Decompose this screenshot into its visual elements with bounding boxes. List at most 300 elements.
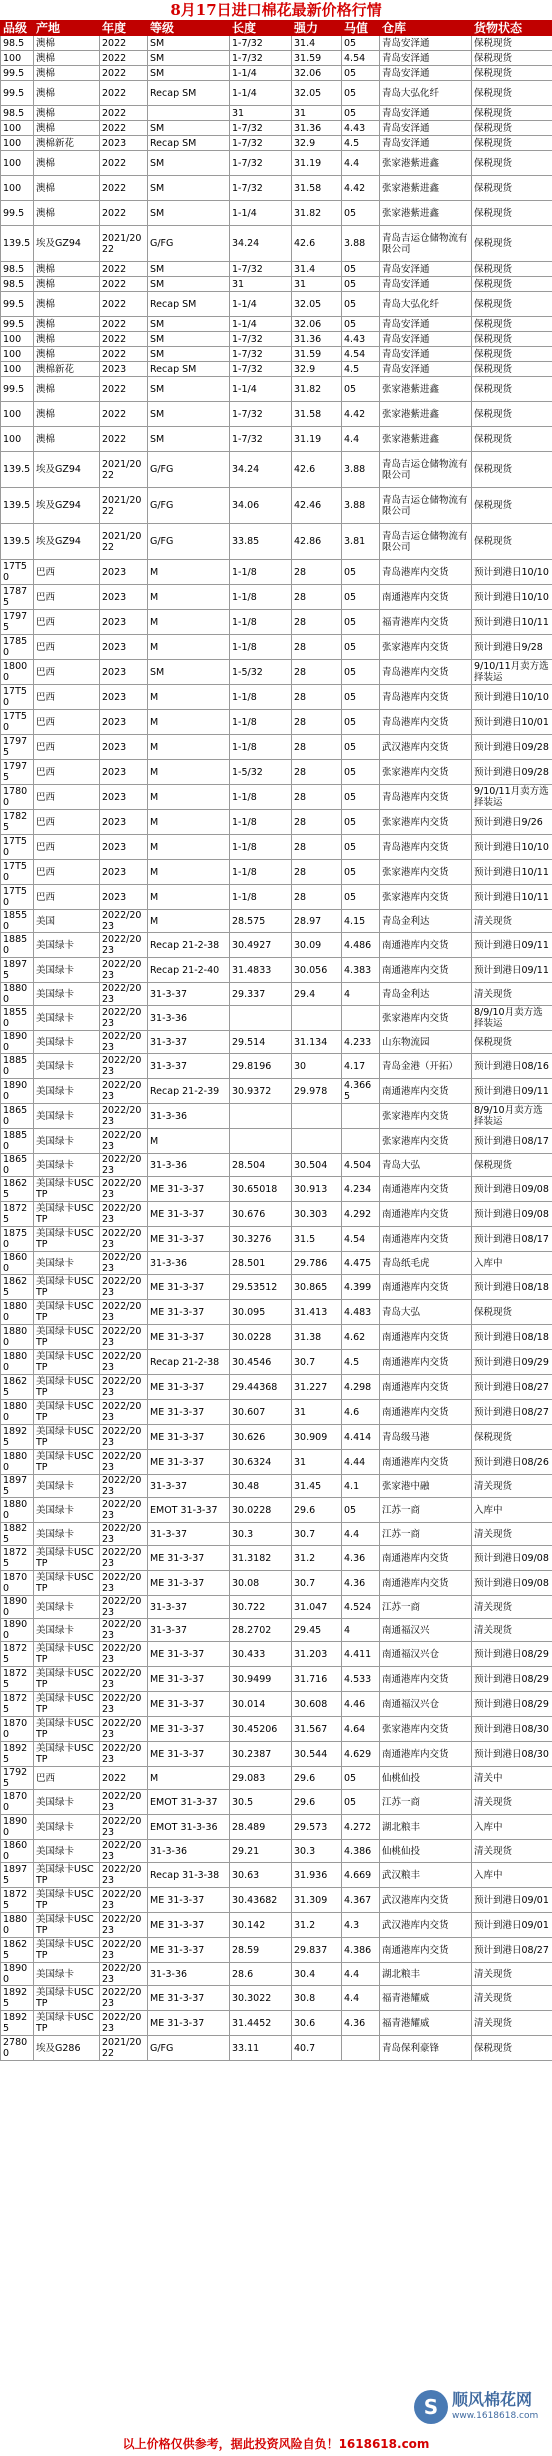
cell-length: 33.85: [230, 524, 292, 560]
cell-level: G/FG: [148, 452, 230, 488]
cell-warehouse: 江苏一商: [380, 1523, 472, 1546]
cell-grade: 100: [1, 362, 34, 377]
cell-length: 34.24: [230, 226, 292, 262]
cell-status: 预计到港日10/10: [472, 685, 552, 710]
cell-length: 1-1/8: [230, 585, 292, 610]
table-row: [1, 933, 552, 958]
table-row: [1, 66, 552, 81]
cell-status: 保税现货: [472, 1300, 552, 1325]
cell-origin: 美国绿卡USCTP: [34, 1642, 100, 1667]
table-row: [1, 1938, 552, 1963]
cell-warehouse: 湖北粮丰: [380, 1815, 472, 1840]
cell-strength: 31.36: [292, 121, 342, 136]
cell-level: SM: [148, 427, 230, 452]
cell-length: 1-1/8: [230, 835, 292, 860]
cell-length: [230, 1006, 292, 1031]
table-body: [1, 36, 552, 2061]
cell-origin: 巴西: [34, 1767, 100, 1790]
table-row: [1, 958, 552, 983]
cell-origin: 美国绿卡: [34, 1252, 100, 1275]
table-row: [1, 585, 552, 610]
cell-year: 2022/2023: [100, 1400, 148, 1425]
cell-strength: 40.7: [292, 2036, 342, 2061]
cell-year: 2022: [100, 277, 148, 292]
cell-micronaire: 4.411: [342, 1642, 380, 1667]
cell-grade: 18550: [1, 1006, 34, 1031]
cell-level: ME 31-3-37: [148, 1450, 230, 1475]
table-row: [1, 1790, 552, 1815]
cell-length: 30.4927: [230, 933, 292, 958]
cell-length: 30.0228: [230, 1498, 292, 1523]
cell-origin: 埃及GZ94: [34, 524, 100, 560]
cell-year: 2022/2023: [100, 1177, 148, 1202]
cell-origin: 巴西: [34, 585, 100, 610]
cell-grade: 18800: [1, 1498, 34, 1523]
cell-strength: 28: [292, 785, 342, 810]
table-row: [1, 1275, 552, 1300]
cell-strength: 31.5: [292, 1227, 342, 1252]
cell-grade: 139.5: [1, 488, 34, 524]
cell-micronaire: 4.54: [342, 51, 380, 66]
cell-grade: 18725: [1, 1692, 34, 1717]
cell-grade: 99.5: [1, 317, 34, 332]
cell-level: M: [148, 810, 230, 835]
watermark-brand: 顺风棉花网: [452, 2390, 533, 2409]
cell-length: 30.48: [230, 1475, 292, 1498]
cell-warehouse: 青岛吉运仓储物流有限公司: [380, 488, 472, 524]
cell-year: 2022/2023: [100, 1375, 148, 1400]
cell-year: 2022: [100, 427, 148, 452]
cell-level: ME 31-3-37: [148, 1571, 230, 1596]
cell-micronaire: 4.383: [342, 958, 380, 983]
cell-origin: 美国绿卡: [34, 983, 100, 1006]
cell-strength: 32.9: [292, 362, 342, 377]
cell-origin: 巴西: [34, 685, 100, 710]
cell-year: 2023: [100, 735, 148, 760]
table-row: [1, 1154, 552, 1177]
cell-micronaire: 3.81: [342, 524, 380, 560]
cell-length: 30.63: [230, 1863, 292, 1888]
cell-status: 预计到港日09/08: [472, 1202, 552, 1227]
cell-status: 保税现货: [472, 66, 552, 81]
cell-warehouse: 南通福汉兴: [380, 1619, 472, 1642]
cell-strength: 30.303: [292, 1202, 342, 1227]
cell-grade: 18700: [1, 1571, 34, 1596]
cell-grade: 18825: [1, 1523, 34, 1546]
cell-origin: 埃及G286: [34, 2036, 100, 2061]
cell-warehouse: 张家港库内交货: [380, 885, 472, 910]
cell-level: Recap SM: [148, 81, 230, 106]
cell-grade: 18650: [1, 1104, 34, 1129]
cell-status: 保税现货: [472, 292, 552, 317]
cell-warehouse: 南通港库内交货: [380, 1546, 472, 1571]
cell-level: M: [148, 1767, 230, 1790]
cell-length: 1-1/8: [230, 785, 292, 810]
cell-length: 29.083: [230, 1767, 292, 1790]
cell-strength: 31.36: [292, 332, 342, 347]
cell-status: 清关现货: [472, 1523, 552, 1546]
cell-strength: 31.2: [292, 1913, 342, 1938]
cell-warehouse: 仙桃仙投: [380, 1767, 472, 1790]
cell-strength: 30.608: [292, 1692, 342, 1717]
cell-year: 2022/2023: [100, 1154, 148, 1177]
cell-length: 1-5/32: [230, 760, 292, 785]
cell-status: 预计到港日08/17: [472, 1227, 552, 1252]
cell-origin: 美国绿卡USCTP: [34, 1425, 100, 1450]
table-row: [1, 885, 552, 910]
cell-status: 预计到港日09/08: [472, 1546, 552, 1571]
table-row: [1, 1325, 552, 1350]
table-row: [1, 1692, 552, 1717]
cell-grade: 18800: [1, 983, 34, 1006]
cell-warehouse: 南通港库内交货: [380, 1667, 472, 1692]
cell-warehouse: 青岛安泽通: [380, 362, 472, 377]
cell-origin: 美国绿卡: [34, 1054, 100, 1079]
cell-origin: 美国绿卡: [34, 1790, 100, 1815]
cell-strength: 31.413: [292, 1300, 342, 1325]
cell-strength: 31.59: [292, 347, 342, 362]
table-row: [1, 1129, 552, 1154]
cell-level: M: [148, 610, 230, 635]
cell-micronaire: 4.669: [342, 1863, 380, 1888]
cell-micronaire: 4.1: [342, 1475, 380, 1498]
cell-strength: 31: [292, 277, 342, 292]
cell-year: 2022: [100, 317, 148, 332]
watermark-url: www.1618618.com: [452, 2411, 539, 2421]
table-row: [1, 610, 552, 635]
cell-status: 保税现货: [472, 362, 552, 377]
cell-grade: 18800: [1, 1350, 34, 1375]
cell-year: 2023: [100, 362, 148, 377]
cell-year: 2022/2023: [100, 1300, 148, 1325]
cell-strength: 30.7: [292, 1350, 342, 1375]
cell-strength: 42.6: [292, 226, 342, 262]
cell-length: 1-7/32: [230, 136, 292, 151]
cell-strength: 31.047: [292, 1596, 342, 1619]
cell-strength: 31.203: [292, 1642, 342, 1667]
cell-length: [230, 1104, 292, 1129]
header-strength: 强力: [292, 21, 342, 36]
cell-year: 2022/2023: [100, 1667, 148, 1692]
cell-origin: 美国绿卡USCTP: [34, 1275, 100, 1300]
cell-micronaire: 05: [342, 835, 380, 860]
cell-grade: 139.5: [1, 452, 34, 488]
cell-status: 预计到港日08/30: [472, 1742, 552, 1767]
cell-length: 28.504: [230, 1154, 292, 1177]
cell-status: 保税现货: [472, 51, 552, 66]
cell-status: 保税现货: [472, 81, 552, 106]
cell-length: 1-7/32: [230, 36, 292, 51]
cell-level: Recap 21-2-38: [148, 933, 230, 958]
cell-length: 30.722: [230, 1596, 292, 1619]
cell-grade: 18800: [1, 1325, 34, 1350]
cell-status: 预计到港日10/11: [472, 860, 552, 885]
cell-origin: 美国绿卡USCTP: [34, 1546, 100, 1571]
cell-warehouse: 湖北粮丰: [380, 1963, 472, 1986]
cell-level: SM: [148, 66, 230, 81]
cell-status: 入库中: [472, 1863, 552, 1888]
header-year: 年度: [100, 21, 148, 36]
table-row: [1, 1475, 552, 1498]
cell-warehouse: 南通福汉兴仓: [380, 1692, 472, 1717]
cell-length: 28.59: [230, 1938, 292, 1963]
cell-strength: 28: [292, 660, 342, 685]
cell-warehouse: 江苏一商: [380, 1498, 472, 1523]
table-row: [1, 685, 552, 710]
cell-warehouse: 南通港库内交货: [380, 1742, 472, 1767]
cell-length: 30.43682: [230, 1888, 292, 1913]
cell-micronaire: 05: [342, 585, 380, 610]
cell-micronaire: 4.233: [342, 1031, 380, 1054]
cell-level: ME 31-3-37: [148, 1667, 230, 1692]
table-row: [1, 1815, 552, 1840]
cell-year: 2022/2023: [100, 1717, 148, 1742]
cell-status: 保税现货: [472, 106, 552, 121]
table-row: [1, 452, 552, 488]
cell-warehouse: 青岛安泽通: [380, 262, 472, 277]
cell-micronaire: 05: [342, 860, 380, 885]
cell-length: 28.6: [230, 1963, 292, 1986]
cell-strength: 28.97: [292, 910, 342, 933]
cell-year: 2022/2023: [100, 1571, 148, 1596]
cell-status: 预计到港日08/18: [472, 1275, 552, 1300]
cell-warehouse: 武汉港库内交货: [380, 1913, 472, 1938]
table-row: [1, 1986, 552, 2011]
logo-icon: S: [414, 2390, 448, 2424]
cell-length: 31.3182: [230, 1546, 292, 1571]
cell-micronaire: 4.629: [342, 1742, 380, 1767]
cell-status: 保税现货: [472, 1154, 552, 1177]
cell-length: 1-5/32: [230, 660, 292, 685]
cell-strength: 31.82: [292, 201, 342, 226]
cell-year: 2022: [100, 51, 148, 66]
cell-grade: 18700: [1, 1790, 34, 1815]
header-length: 长度: [230, 21, 292, 36]
cell-year: 2022: [100, 332, 148, 347]
cell-micronaire: 4.15: [342, 910, 380, 933]
cell-grade: 18800: [1, 1450, 34, 1475]
cell-grade: 17825: [1, 810, 34, 835]
table-row: [1, 1227, 552, 1252]
cell-status: 预计到港日09/11: [472, 1079, 552, 1104]
table-row: [1, 1300, 552, 1325]
cell-micronaire: 4.367: [342, 1888, 380, 1913]
cell-micronaire: 05: [342, 560, 380, 585]
cell-micronaire: 05: [342, 106, 380, 121]
cell-status: 预计到港日09/11: [472, 958, 552, 983]
cell-warehouse: 青岛安泽通: [380, 277, 472, 292]
cell-status: 清关现货: [472, 1963, 552, 1986]
cell-level: SM: [148, 51, 230, 66]
cell-length: 30.3276: [230, 1227, 292, 1252]
cell-year: 2022/2023: [100, 1692, 148, 1717]
cell-length: 1-7/32: [230, 347, 292, 362]
cell-origin: 巴西: [34, 885, 100, 910]
table-header: [1, 21, 552, 36]
cell-grade: 18900: [1, 1619, 34, 1642]
cell-origin: 美国绿卡USCTP: [34, 1571, 100, 1596]
cell-status: 入库中: [472, 1815, 552, 1840]
cell-origin: 巴西: [34, 735, 100, 760]
cell-length: 34.24: [230, 452, 292, 488]
cell-origin: 美国绿卡USCTP: [34, 2011, 100, 2036]
cell-strength: 31.2: [292, 1546, 342, 1571]
cell-level: 31-3-36: [148, 1963, 230, 1986]
cell-status: 预计到港日08/16: [472, 1054, 552, 1079]
cell-grade: 18925: [1, 1986, 34, 2011]
cell-strength: 30.7: [292, 1523, 342, 1546]
cell-micronaire: 4.483: [342, 1300, 380, 1325]
cell-origin: 美国绿卡USCTP: [34, 1450, 100, 1475]
cell-origin: 美国绿卡USCTP: [34, 1227, 100, 1252]
cell-warehouse: 南通港库内交货: [380, 1450, 472, 1475]
cell-year: 2023: [100, 685, 148, 710]
cell-strength: 30.09: [292, 933, 342, 958]
cell-warehouse: 武汉港库内交货: [380, 1888, 472, 1913]
cell-status: 预计到港日09/08: [472, 1571, 552, 1596]
cell-year: 2022/2023: [100, 1619, 148, 1642]
cell-level: Recap 21-2-39: [148, 1079, 230, 1104]
cell-strength: 31.4: [292, 36, 342, 51]
cell-strength: 31.19: [292, 427, 342, 452]
cell-status: 预计到港日09/01: [472, 1888, 552, 1913]
table-row: [1, 810, 552, 835]
cell-micronaire: 4.62: [342, 1325, 380, 1350]
cell-length: 1-1/8: [230, 610, 292, 635]
cell-level: SM: [148, 36, 230, 51]
site-watermark: [414, 2388, 544, 2428]
cell-level: ME 31-3-37: [148, 1275, 230, 1300]
cell-warehouse: 张家港库内交货: [380, 1006, 472, 1031]
cell-status: 保税现货: [472, 402, 552, 427]
cell-micronaire: 4.486: [342, 933, 380, 958]
cell-year: 2022/2023: [100, 1079, 148, 1104]
cell-warehouse: 青岛吉运仓储物流有限公司: [380, 226, 472, 262]
cell-strength: 30.7: [292, 1571, 342, 1596]
cell-status: 预计到港日08/18: [472, 1325, 552, 1350]
cell-strength: 28: [292, 710, 342, 735]
cell-warehouse: 南通港库内交货: [380, 1938, 472, 1963]
cell-level: G/FG: [148, 2036, 230, 2061]
cell-year: 2022/2023: [100, 983, 148, 1006]
cell-length: 31.4833: [230, 958, 292, 983]
cell-year: 2021/2022: [100, 452, 148, 488]
cell-origin: 美国绿卡USCTP: [34, 1717, 100, 1742]
cell-strength: 31.134: [292, 1031, 342, 1054]
cell-micronaire: 4.3665: [342, 1079, 380, 1104]
cell-length: 1-1/8: [230, 885, 292, 910]
table-row: [1, 1742, 552, 1767]
cell-origin: 美国绿卡USCTP: [34, 1692, 100, 1717]
cell-micronaire: 05: [342, 292, 380, 317]
cell-length: 30.9372: [230, 1079, 292, 1104]
cell-grade: 18550: [1, 910, 34, 933]
cell-warehouse: 南通港库内交货: [380, 1400, 472, 1425]
table-row: [1, 1031, 552, 1054]
cell-micronaire: 4.5: [342, 136, 380, 151]
cell-micronaire: 05: [342, 81, 380, 106]
cell-length: 28.2702: [230, 1619, 292, 1642]
cell-year: 2022/2023: [100, 933, 148, 958]
cell-micronaire: [342, 1129, 380, 1154]
cell-status: 清关现货: [472, 2011, 552, 2036]
cell-length: 1-1/8: [230, 710, 292, 735]
cell-origin: 澳棉: [34, 66, 100, 81]
cell-grade: 18725: [1, 1202, 34, 1227]
cell-warehouse: 南通港库内交货: [380, 1079, 472, 1104]
cell-micronaire: 4.36: [342, 1571, 380, 1596]
cell-status: 保税现货: [472, 377, 552, 402]
cell-micronaire: 05: [342, 66, 380, 81]
cell-grade: 18900: [1, 1963, 34, 1986]
cell-grade: 18725: [1, 1546, 34, 1571]
cell-year: 2022: [100, 262, 148, 277]
cell-year: 2022/2023: [100, 958, 148, 983]
cell-micronaire: 4.5: [342, 362, 380, 377]
table-row: [1, 1619, 552, 1642]
table-row: [1, 1667, 552, 1692]
cell-warehouse: 青岛安泽通: [380, 121, 472, 136]
cell-length: 29.337: [230, 983, 292, 1006]
cell-warehouse: 南通港库内交货: [380, 1227, 472, 1252]
cell-micronaire: 4.414: [342, 1425, 380, 1450]
cell-year: 2021/2022: [100, 2036, 148, 2061]
cell-grade: 18750: [1, 1227, 34, 1252]
table-row: [1, 1375, 552, 1400]
cell-level: EMOT 31-3-37: [148, 1790, 230, 1815]
table-row: [1, 1963, 552, 1986]
cell-origin: 美国绿卡: [34, 1031, 100, 1054]
cell-micronaire: 05: [342, 810, 380, 835]
cell-level: ME 31-3-37: [148, 1227, 230, 1252]
cell-micronaire: 3.88: [342, 488, 380, 524]
cell-origin: 美国绿卡USCTP: [34, 1202, 100, 1227]
cell-status: 预计到港日09/08: [472, 1177, 552, 1202]
cell-grade: 17T50: [1, 860, 34, 885]
cell-grade: 17975: [1, 735, 34, 760]
cell-level: ME 31-3-37: [148, 1938, 230, 1963]
cell-status: 入库中: [472, 1498, 552, 1523]
cell-warehouse: 张家港紫进鑫: [380, 377, 472, 402]
cell-level: 31-3-37: [148, 1054, 230, 1079]
table-row: [1, 332, 552, 347]
header-grade: 品级: [1, 21, 34, 36]
table-row: [1, 226, 552, 262]
cell-warehouse: 张家港紫进鑫: [380, 151, 472, 176]
cell-level: G/FG: [148, 226, 230, 262]
table-row: [1, 910, 552, 933]
cell-warehouse: 青岛金利达: [380, 910, 472, 933]
cell-length: 1-7/32: [230, 151, 292, 176]
cell-warehouse: 青岛安泽通: [380, 347, 472, 362]
cell-year: 2022: [100, 402, 148, 427]
cell-micronaire: 4.3: [342, 1913, 380, 1938]
table-row: [1, 488, 552, 524]
cell-grade: 18725: [1, 1642, 34, 1667]
cell-status: 预计到港日08/17: [472, 1129, 552, 1154]
cell-level: 31-3-36: [148, 1006, 230, 1031]
cell-year: 2022/2023: [100, 1227, 148, 1252]
table-row: [1, 860, 552, 885]
cell-origin: 美国绿卡USCTP: [34, 1913, 100, 1938]
cell-year: 2022/2023: [100, 1498, 148, 1523]
cell-strength: 29.6: [292, 1767, 342, 1790]
cell-level: G/FG: [148, 524, 230, 560]
cell-grade: 17T50: [1, 835, 34, 860]
cell-strength: 30.544: [292, 1742, 342, 1767]
cell-origin: 美国绿卡: [34, 1129, 100, 1154]
cell-length: 30.5: [230, 1790, 292, 1815]
